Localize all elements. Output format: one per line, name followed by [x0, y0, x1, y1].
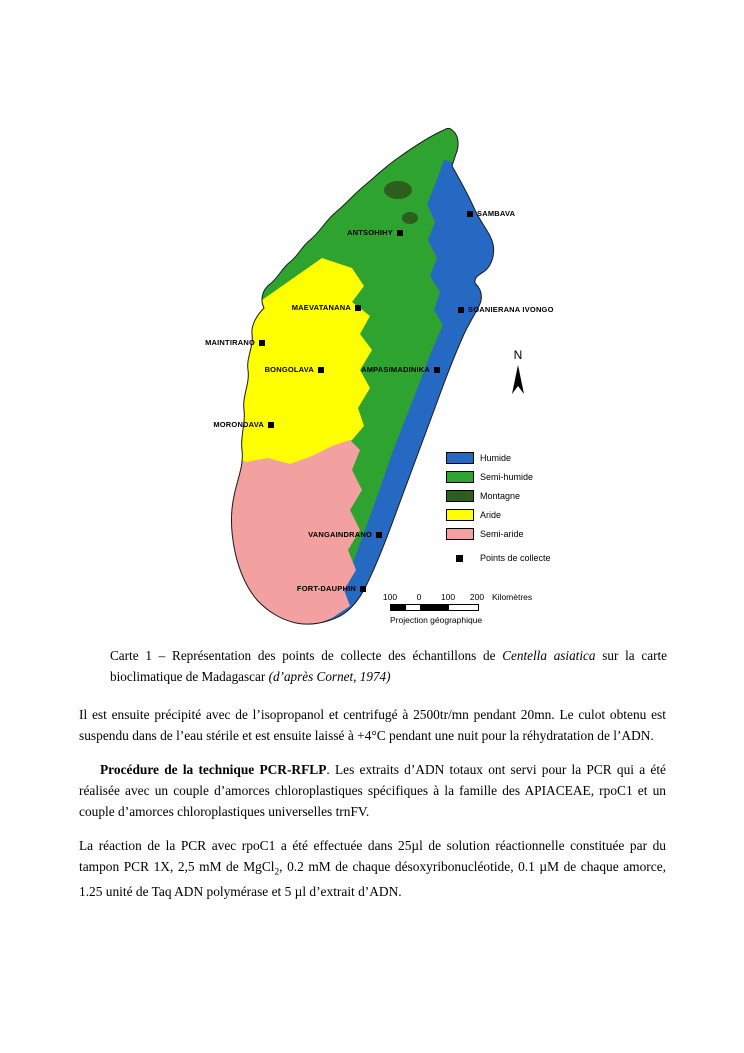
legend-label: Semi-aride [480, 529, 524, 539]
city-marker [360, 586, 366, 592]
map-caption [110, 646, 667, 688]
city-label: MORONDAVA [213, 420, 264, 429]
city-marker [318, 367, 324, 373]
paragraph-pcr-reaction-text: La réaction de la PCR avec rpoC1 a été effectuée dans 25µl de solution réactionnelle constituée par du tampon PCR 1X, 2,5 mM de MgCl [79, 838, 666, 875]
scale-tick: 100 [440, 592, 456, 602]
legend-swatch [446, 509, 474, 521]
legend-label: Montagne [480, 491, 521, 501]
city-label: BONGOLAVA [264, 365, 314, 374]
city-marker [458, 307, 464, 313]
scale-ticks [382, 592, 560, 603]
city-label: AMPASIMADINIKA [361, 365, 430, 374]
bioclimatic-map-figure [202, 118, 562, 638]
north-label: N [513, 348, 523, 362]
mgcl2-subscript: 2 [274, 867, 280, 878]
body-text [79, 704, 666, 915]
pcr-rflp-heading: Procédure de la technique PCR-RFLP [100, 762, 327, 778]
city-label: ANTSOHIHY [347, 228, 393, 237]
legend-points-row [446, 553, 562, 563]
legend-row [446, 509, 562, 521]
legend-label: Semi-humide [480, 472, 534, 482]
legend-label: Aride [480, 510, 502, 520]
city-marker [355, 305, 361, 311]
caption-text: sur la carte bioclimatique de Madagascar [110, 648, 667, 684]
legend-swatch [446, 528, 474, 540]
legend-row [446, 452, 562, 464]
city-label: VANGAINDRANO [308, 530, 372, 539]
city-label: MAINTIRANO [205, 338, 255, 347]
legend-row [446, 490, 562, 502]
scale-unit: Kilomètres [492, 592, 533, 602]
legend-label: Humide [480, 453, 512, 463]
paragraph-pcr-rflp [79, 759, 666, 822]
city-label: FORT-DAUPHIN [296, 584, 356, 593]
paragraph-pcr-reaction-text: , 0.2 mM de chaque désoxyribonucléotide, 0.1 µM de chaque amorce, 1.25 unité de Taq ADN polymérase et 5 µl d’extrait d’ADN. [79, 859, 666, 899]
scale-tick: 200 [469, 592, 485, 602]
paragraph-dna-precipitation: Il est ensuite précipité avec de l’isopropanol et centrifugé à 2500tr/mn pendant 20mn. Le culot obtenu est suspendu dans de l’eau stérile et est ensuite laissé à +4°C pendant une nuit pour la réhydratation de l’ADN. [79, 707, 666, 744]
collection-point-icon [456, 555, 463, 562]
city-marker [434, 367, 440, 373]
city-marker [268, 422, 274, 428]
scale-segments [390, 604, 479, 611]
projection-label: Projection géographique [390, 615, 483, 625]
city-marker [467, 211, 473, 217]
north-arrow-icon [509, 363, 527, 397]
city-marker [376, 532, 382, 538]
legend-points-label: Points de collecte [480, 553, 551, 563]
legend-swatch [446, 452, 474, 464]
city-label: SOANIERANA IVONGO [468, 305, 554, 314]
scale-tick: 0 [416, 592, 422, 602]
city-marker [259, 340, 265, 346]
paragraph-pcr-reaction [79, 835, 666, 901]
scale-bar [382, 592, 560, 625]
caption-text: Carte 1 – Représentation des points de collecte des échantillons de [110, 648, 503, 663]
legend-items [446, 452, 562, 540]
caption-species-italic: Centella asiatica [502, 648, 596, 663]
caption-source-italic: (d’après Cornet, 1974) [268, 668, 391, 684]
city-label: MAEVATANANA [291, 303, 351, 312]
legend-row [446, 471, 562, 483]
legend-swatch [446, 471, 474, 483]
map-legend [446, 452, 562, 563]
paragraph-pcr-rflp-text: . Les extraits d’ADN totaux ont servi pour la PCR qui a été réalisée avec un couple d’amorces chloroplastiques spécifiques à la famille des APIACEAE, rpoC1 et un couple d’amorces chloroplastiques universelles trnFV. [79, 762, 666, 820]
legend-row [446, 528, 562, 540]
city-marker [397, 230, 403, 236]
north-arrow [508, 348, 528, 402]
scale-tick: 100 [382, 592, 398, 602]
city-label: SAMBAVA [477, 209, 516, 218]
legend-swatch [446, 490, 474, 502]
